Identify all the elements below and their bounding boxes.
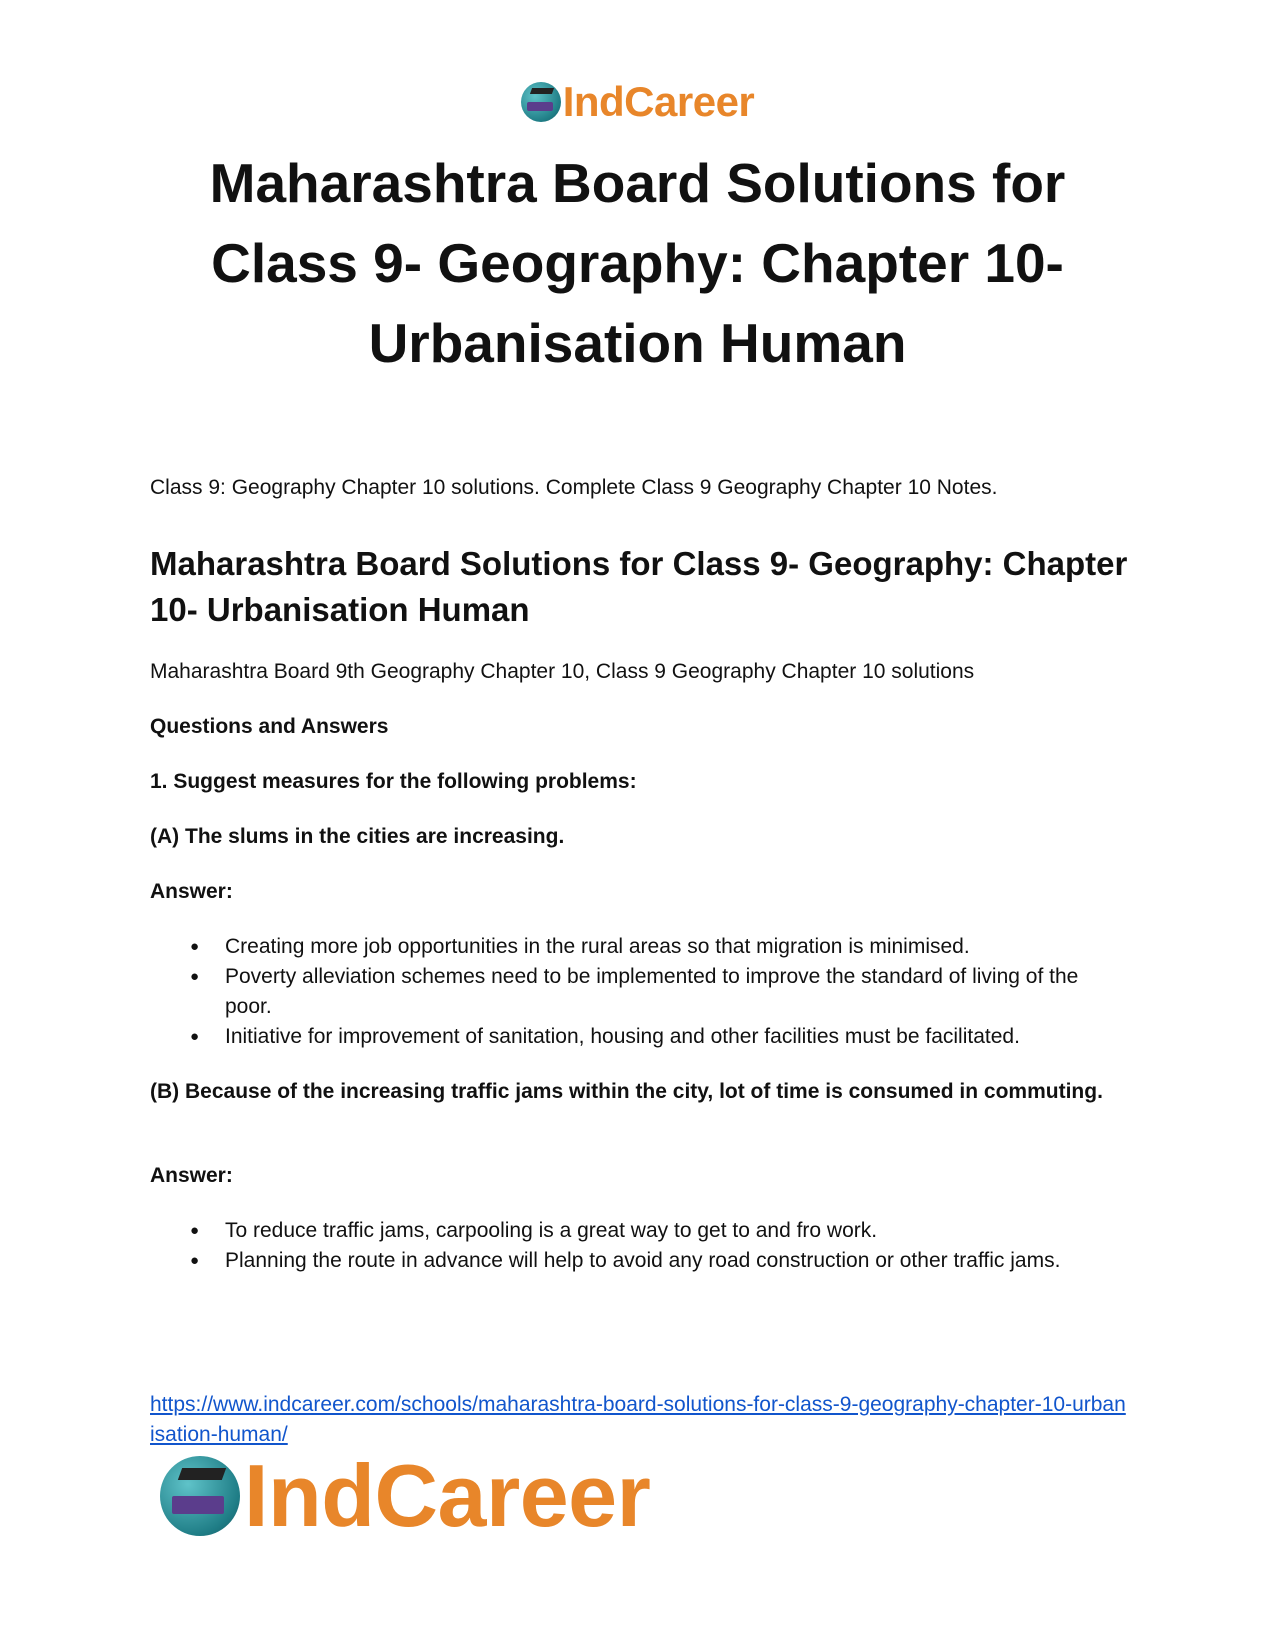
indcareer-logo <box>521 80 755 124</box>
question-1a: (A) The slums in the cities are increasing. <box>150 825 565 848</box>
globe-book-cap-icon <box>521 82 561 122</box>
question-1: 1. Suggest measures for the following problems: <box>150 770 637 793</box>
page-title: Maharashtra Board Solutions for Class 9- Geography: Chapter 10- Urbanisation Human <box>209 152 1066 374</box>
graduation-cap-icon <box>178 1468 226 1480</box>
list-item: ● To reduce traffic jams, carpooling is a great way to get to and fro work. <box>190 1216 1130 1246</box>
list-item: ● Initiative for improvement of sanitation, housing and other facilities must be facilitated. <box>190 1022 1130 1052</box>
answer-label-a: Answer: <box>150 880 233 903</box>
question-1b: (B) Because of the increasing traffic jams within the city, lot of time is consumed in commuting. <box>150 1080 1103 1103</box>
logo-wordmark: IndCareer <box>562 78 755 125</box>
list-item: ● Poverty alleviation schemes need to be implemented to improve the standard of living of the poor. <box>190 962 1130 1022</box>
answer-list-a <box>190 932 1130 1052</box>
footer-logo <box>160 1446 651 1545</box>
book-icon <box>172 1496 224 1514</box>
qa-heading: Questions and Answers <box>150 715 389 738</box>
list-item: ● Planning the route in advance will help to avoid any road construction or other traffic jams. <box>190 1246 1130 1276</box>
answer-list-b <box>190 1216 1130 1276</box>
intro-paragraph: Class 9: Geography Chapter 10 solutions. Complete Class 9 Geography Chapter 10 Notes. <box>150 476 998 499</box>
logo-wordmark: IndCareer <box>244 1446 651 1545</box>
graduation-cap-icon <box>530 88 554 94</box>
answer-label-b: Answer: <box>150 1164 233 1187</box>
header-logo <box>0 80 1275 124</box>
source-link[interactable]: https://www.indcareer.com/schools/maharashtra-board-solutions-for-class-9-geography-chapter-10-urbanisation-human/ <box>150 1393 1126 1446</box>
list-item: ● Creating more job opportunities in the rural areas so that migration is minimised. <box>190 932 1130 962</box>
subtitle-paragraph: Maharashtra Board 9th Geography Chapter 10, Class 9 Geography Chapter 10 solutions <box>150 660 975 683</box>
section-heading: Maharashtra Board Solutions for Class 9- Geography: Chapter 10- Urbanisation Human <box>150 545 1128 628</box>
book-icon <box>527 102 553 111</box>
indcareer-logo-large <box>160 1446 651 1545</box>
globe-book-cap-icon <box>160 1456 240 1536</box>
